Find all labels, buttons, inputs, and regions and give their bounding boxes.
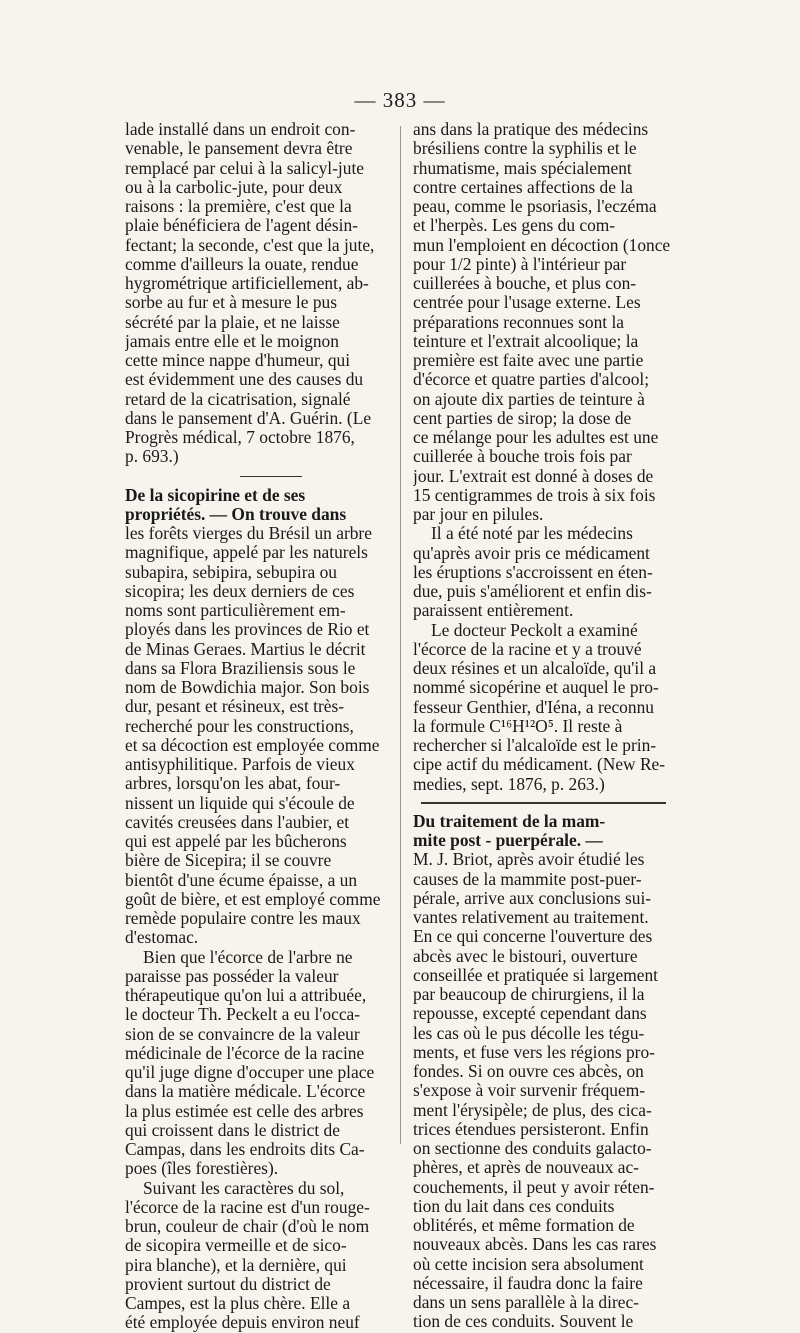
text-line: cavités creusées dans l'aubier, et — [125, 812, 350, 832]
text-line: arbres, lorsqu'on les abat, four- — [125, 774, 341, 794]
text-line: le docteur Th. Peckelt a eu l'occa- — [125, 1005, 361, 1025]
section-rule — [240, 476, 302, 477]
text-line: cuillerées à bouche, et plus con- — [413, 274, 637, 293]
text-line: les forêts vierges du Brésil un arbre — [125, 524, 372, 543]
text-line: jamais entre elle et le moignon — [125, 331, 339, 351]
text-line: sorbe au fur et à mesure le pus — [125, 293, 337, 313]
text-line: fectant; la seconde, c'est que la jute, — [125, 235, 375, 255]
text-line: causes de la mammite post-puer- — [413, 869, 642, 889]
text-line: p. 693.) — [125, 447, 179, 467]
text-line: remplacé par celui à la salicyl-jute — [125, 158, 364, 178]
text-line: dans sa Flora Braziliensis sous le — [125, 658, 356, 678]
text-line: ments, et fuse vers les régions pro- — [413, 1042, 655, 1062]
text-line: paraissent entièrement. — [413, 601, 574, 621]
text-line: 15 centigrammes de trois à six fois — [413, 485, 656, 505]
text-line: Du traitement de la mam- — [413, 811, 606, 831]
text-line: paraisse pas posséder la valeur — [125, 966, 339, 986]
text-line: ployés dans les provinces de Rio et — [125, 620, 370, 640]
text-line: par beaucoup de chirurgiens, il la — [413, 985, 645, 1004]
text-line: qu'après avoir pris ce médicament — [413, 543, 650, 563]
text-line: nom de Bowdichia major. Son bois — [125, 678, 370, 697]
text-line: noms sont particulièrement em- — [125, 601, 346, 620]
right-column — [413, 120, 676, 1332]
text-line: magnifique, appelé par les naturels — [125, 543, 368, 563]
text-line: Le docteur Peckolt a examiné — [431, 620, 638, 640]
text-line: dans un sens parallèle à la direc- — [413, 1293, 639, 1312]
text-line: hygrométrique artificiellement, ab- — [125, 274, 369, 293]
text-line: brésiliens contre la syphilis et le — [413, 139, 637, 159]
text-line: fesseur Genthier, d'Iéna, a reconnu — [413, 697, 654, 717]
text-line: jour. L'extrait est donné à doses de — [413, 466, 654, 486]
text-line: ce mélange pour les adultes est une — [413, 428, 659, 447]
text-line: la plus estimée est celle des arbres — [125, 1101, 364, 1121]
text-line: de Minas Geraes. Martius le décrit — [125, 639, 366, 659]
text-line: due, puis s'améliorent et enfin dis- — [413, 582, 652, 601]
text-line: M. J. Briot, après avoir étudié les — [413, 850, 645, 870]
text-line: Suivant les caractères du sol, — [143, 1178, 345, 1198]
text-line: première est faite avec une partie — [413, 351, 644, 370]
text-line: sicopira; les deux derniers de ces — [125, 581, 355, 601]
text-line: ou à la carbolic-jute, pour deux — [125, 177, 343, 197]
column-divider — [400, 126, 401, 1144]
text-line: et sa décoction est employée comme — [125, 735, 380, 755]
text-line: d'estomac. — [125, 928, 199, 948]
left-column — [125, 120, 387, 1333]
text-line: et l'herpès. Les gens du com- — [413, 216, 616, 236]
text-line: ans dans la pratique des médecins — [413, 120, 649, 139]
text-line: qu'il juge digne d'occuper une place — [125, 1063, 375, 1082]
text-line: remède populaire contre les maux — [125, 909, 361, 928]
text-line: cette mince nappe d'humeur, qui — [125, 351, 351, 370]
text-line: En ce qui concerne l'ouverture des — [413, 927, 653, 947]
text-line: les cas où le pus décolle les tégu- — [413, 1023, 645, 1043]
text-line: ment l'érysipèle; de plus, des cica- — [413, 1100, 652, 1120]
text-line: venable, le pansement devra être — [125, 139, 353, 159]
text-line: préparations reconnues sont la — [413, 312, 625, 332]
text-line: sion de se convaincre de la valeur — [125, 1024, 360, 1044]
text-line: qui croissent dans le district de — [125, 1120, 340, 1140]
text-line: mun l'emploient en décoction (1once — [413, 235, 671, 255]
text-line: nouveaux abcès. Dans les cas rares — [413, 1235, 657, 1255]
text-line: thérapeutique qu'on lui a attribuée, — [125, 986, 367, 1005]
text-line: repousse, excepté cependant dans — [413, 1004, 647, 1024]
text-line: s'expose à voir survenir fréquem- — [413, 1081, 646, 1101]
text-line: deux résines et un alcaloïde, qu'il a — [413, 659, 657, 678]
text-line: antisyphilitique. Parfois de vieux — [125, 755, 355, 774]
text-line: bientôt d'une écume épaisse, a un — [125, 870, 358, 890]
text-line: sécrété par la plaie, et ne laisse — [125, 312, 340, 332]
text-line: tion du lait dans ces conduits — [413, 1196, 615, 1216]
text-line: abcès avec le bistouri, ouverture — [413, 946, 638, 966]
text-line: comme d'ailleurs la ouate, rendue — [125, 254, 359, 274]
text-line: plaie bénéficiera de l'agent désin- — [125, 216, 358, 236]
text-line: est évidemment une des causes du — [125, 370, 364, 390]
text-line: pérale, arrive aux conclusions sui- — [413, 888, 652, 908]
text-line: bière de Sicepira; il se couvre — [125, 851, 332, 871]
text-line: nissent un liquide qui s'écoule de — [125, 793, 355, 813]
text-line: tion de ces conduits. Souvent le — [413, 1312, 634, 1332]
text-line: dans le pansement d'A. Guérin. (Le — [125, 408, 372, 428]
text-line: trices étendues persisteront. Enfin — [413, 1119, 649, 1139]
text-line: vantes relativement au traitement. — [413, 908, 649, 927]
text-line: pira blanche), et la dernière, qui — [125, 1255, 347, 1275]
text-line: raisons : la première, c'est que la — [125, 197, 352, 216]
text-line: dur, pesant et résineux, est très- — [125, 697, 345, 717]
text-line: lade installé dans un endroit con- — [125, 120, 356, 139]
text-line: les éruptions s'accroissent en éten- — [413, 562, 653, 582]
text-line: provient surtout du district de — [125, 1274, 331, 1294]
text-line: l'écorce de la racine est d'un rouge- — [125, 1197, 370, 1217]
text-line: oblitérés, et même formation de — [413, 1216, 635, 1235]
text-line: mite post - puerpérale. — — [413, 831, 603, 850]
text-line: phères, et après de nouveaux ac- — [413, 1158, 639, 1178]
text-line: Campas, dans les endroits dits Ca- — [125, 1140, 365, 1159]
text-line: cipe actif du médicament. (New Re- — [413, 755, 666, 775]
text-line: Progrès médical, 7 octobre 1876, — [125, 428, 355, 447]
text-line: rechercher si l'alcaloïde est le prin- — [413, 736, 657, 755]
text-line: nécessaire, il faudra donc la faire — [413, 1273, 643, 1293]
text-line: Il a été noté par les médecins — [431, 524, 633, 544]
text-line: d'écorce et quatre parties d'alcool; — [413, 370, 650, 390]
text-line: été employée depuis environ neuf — [125, 1313, 360, 1333]
text-line: conseillée et pratiquée si largement — [413, 965, 658, 985]
text-line: peau, comme le psoriasis, l'eczéma — [413, 197, 657, 216]
text-line: par jour en pilules. — [413, 505, 544, 524]
text-line: recherché pour les constructions, — [125, 716, 354, 736]
section-rule — [421, 802, 666, 804]
text-line: goût de bière, et est employé comme — [125, 889, 381, 909]
text-line: poes (îles forestières). — [125, 1159, 279, 1179]
text-line: qui est appelé par les bûcherons — [125, 832, 347, 851]
text-line: on ajoute dix parties de teinture à — [413, 389, 645, 409]
text-line: médicinale de l'écorce de la racine — [125, 1043, 365, 1063]
text-line: nommé sicopérine et auquel le pro- — [413, 678, 659, 698]
text-line: l'écorce de la racine et y a trouvé — [413, 639, 642, 659]
text-line: la formule C¹⁶H¹²O⁵. Il reste à — [413, 716, 623, 736]
text-line: de sicopira vermeille et de sico- — [125, 1236, 347, 1256]
text-line: De la sicopirine et de ses — [125, 485, 306, 505]
text-line: medies, sept. 1876, p. 263.) — [413, 774, 605, 794]
text-line: fondes. Si on ouvre ces abcès, on — [413, 1062, 644, 1081]
text-line: centrée pour l'usage externe. Les — [413, 293, 641, 313]
text-line: Campes, est la plus chère. Elle a — [125, 1294, 351, 1313]
text-line: pour 1/2 pinte) à l'intérieur par — [413, 254, 627, 274]
text-line: Bien que l'écorce de l'arbre ne — [143, 947, 353, 967]
text-line: rhumatisme, mais spécialement — [413, 158, 632, 178]
text-line: cuillerée à bouche trois fois par — [413, 447, 632, 467]
page-number: — 383 — — [354, 88, 446, 112]
text-line: on sectionne des conduits galacto- — [413, 1139, 652, 1158]
text-line: brun, couleur de chair (d'où le nom — [125, 1217, 370, 1236]
text-line: cent parties de sirop; la dose de — [413, 408, 632, 428]
text-line: couchements, il peut y avoir réten- — [413, 1177, 655, 1197]
text-line: dans la matière médicale. L'écorce — [125, 1082, 366, 1102]
text-line: contre certaines affections de la — [413, 177, 633, 197]
text-line: retard de la cicatrisation, signalé — [125, 389, 351, 409]
text-line: propriétés. — On trouve dans — [125, 504, 347, 524]
text-line: où cette incision sera absolument — [413, 1254, 644, 1274]
text-line: teinture et l'extrait alcoolique; la — [413, 331, 639, 351]
text-line: subapira, sebipira, sebupira ou — [125, 562, 338, 582]
